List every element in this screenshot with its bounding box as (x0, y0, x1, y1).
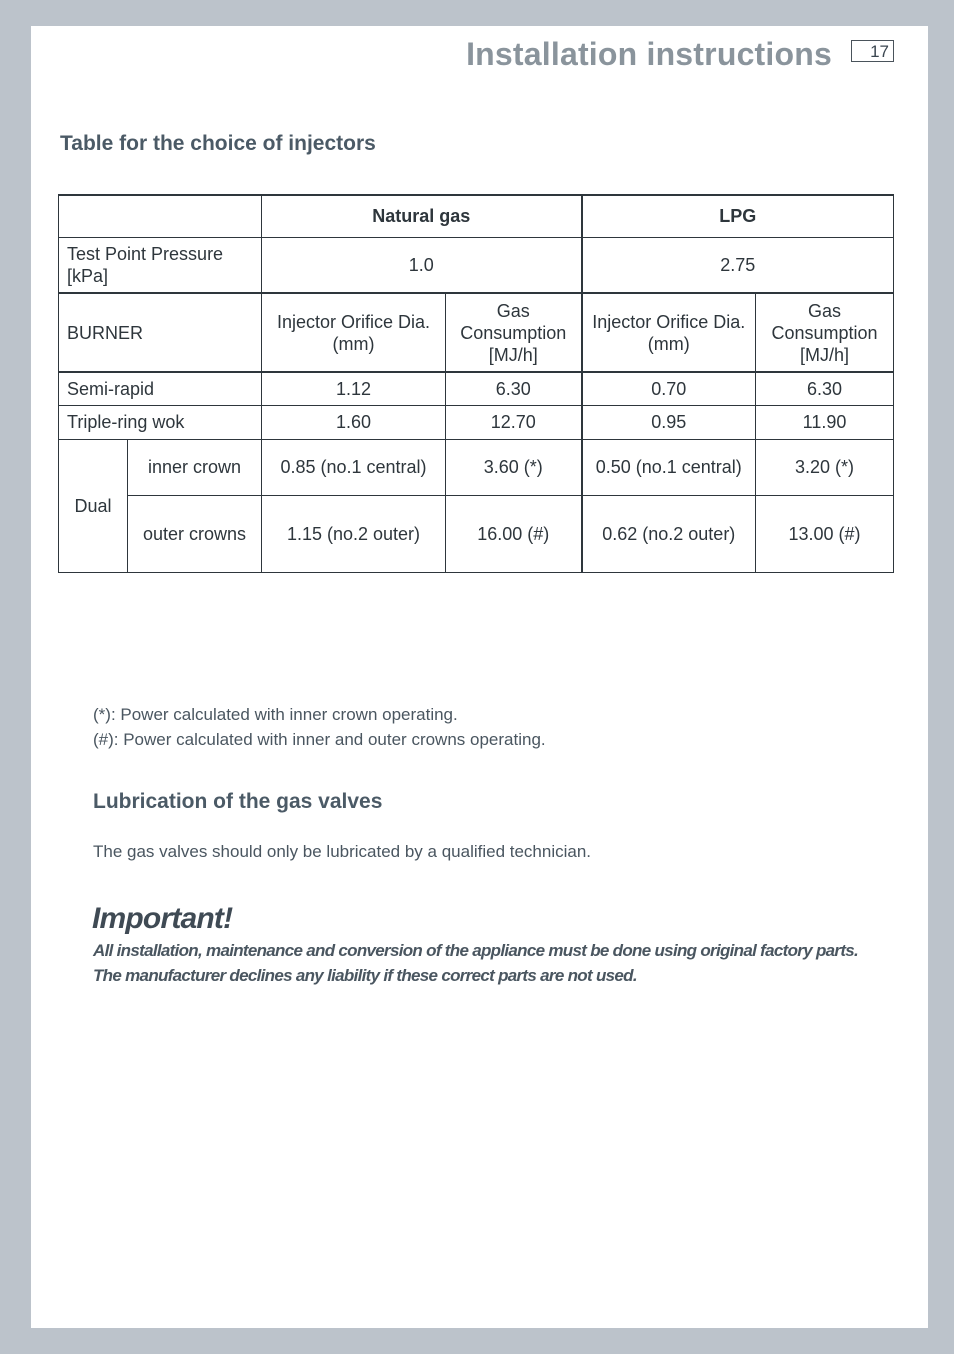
lpg-header: LPG (582, 195, 894, 237)
footnotes (93, 702, 546, 752)
pressure-natural-gas: 1.0 (262, 237, 582, 293)
ng-consumption-value: 3.60 (*) (446, 439, 582, 495)
footnote-inner: (*): Power calculated with inner crown operating. (93, 705, 458, 724)
table-header-row (59, 195, 894, 237)
important-line: The manufacturer declines any liability if these correct parts are not used. (93, 966, 637, 985)
ng-injector-value: 1.12 (262, 372, 446, 405)
lpg-consumption-value: 13.00 (#) (756, 495, 894, 572)
document-page (31, 26, 928, 1328)
lpg-injector-value: 0.50 (no.1 central) (582, 439, 756, 495)
table-row (59, 439, 894, 495)
ng-injector-value: 1.60 (262, 405, 446, 439)
lpg-injector-value: 0.62 (no.2 outer) (582, 495, 756, 572)
lpg-consumption-value: 3.20 (*) (756, 439, 894, 495)
ng-consumption-value: 16.00 (#) (446, 495, 582, 572)
footnote-outer: (#): Power calculated with inner and outer crowns operating. (93, 730, 546, 749)
lpg-injector-value: 0.95 (582, 405, 756, 439)
ng-consumption-value: 12.70 (446, 405, 582, 439)
table-row (59, 405, 894, 439)
page-number: 17 (851, 40, 894, 62)
lpg-injector-label: Injector Orifice Dia. (mm) (582, 293, 756, 372)
ng-injector-value: 0.85 (no.1 central) (262, 439, 446, 495)
lpg-injector-value: 0.70 (582, 372, 756, 405)
natural-gas-header: Natural gas (262, 195, 582, 237)
empty-header-cell (59, 195, 262, 237)
important-title: Important! (92, 902, 233, 935)
lubrication-text: The gas valves should only be lubricated by a qualified technician. (93, 842, 592, 861)
injector-table (58, 194, 894, 573)
dual-burner-label: Dual (59, 439, 128, 572)
ng-consumption-label: Gas Consumption [MJ/h] (446, 293, 582, 372)
burner-label: BURNER (59, 293, 262, 372)
lubrication-heading: Lubrication of the gas valves (93, 790, 383, 813)
lpg-consumption-value: 6.30 (756, 372, 894, 405)
pressure-row (59, 237, 894, 293)
ng-consumption-value: 6.30 (446, 372, 582, 405)
page-header-title: Installation instructions (466, 36, 832, 72)
column-labels-row (59, 293, 894, 372)
dual-inner-label: inner crown (128, 439, 262, 495)
ng-injector-value: 1.15 (no.2 outer) (262, 495, 446, 572)
burner-name: Triple-ring wok (59, 405, 262, 439)
ng-injector-label: Injector Orifice Dia. (mm) (262, 293, 446, 372)
pressure-lpg: 2.75 (582, 237, 894, 293)
lpg-consumption-label: Gas Consumption [MJ/h] (756, 293, 894, 372)
burner-name: Semi-rapid (59, 372, 262, 405)
table-row (59, 495, 894, 572)
lpg-consumption-value: 11.90 (756, 405, 894, 439)
dual-outer-label: outer crowns (128, 495, 262, 572)
table-title: Table for the choice of injectors (60, 132, 376, 155)
table-row (59, 372, 894, 405)
pressure-label: Test Point Pressure [kPa] (59, 237, 262, 293)
important-line: All installation, maintenance and conversion of the appliance must be done using original factory parts. (93, 941, 859, 960)
important-text (93, 938, 913, 988)
